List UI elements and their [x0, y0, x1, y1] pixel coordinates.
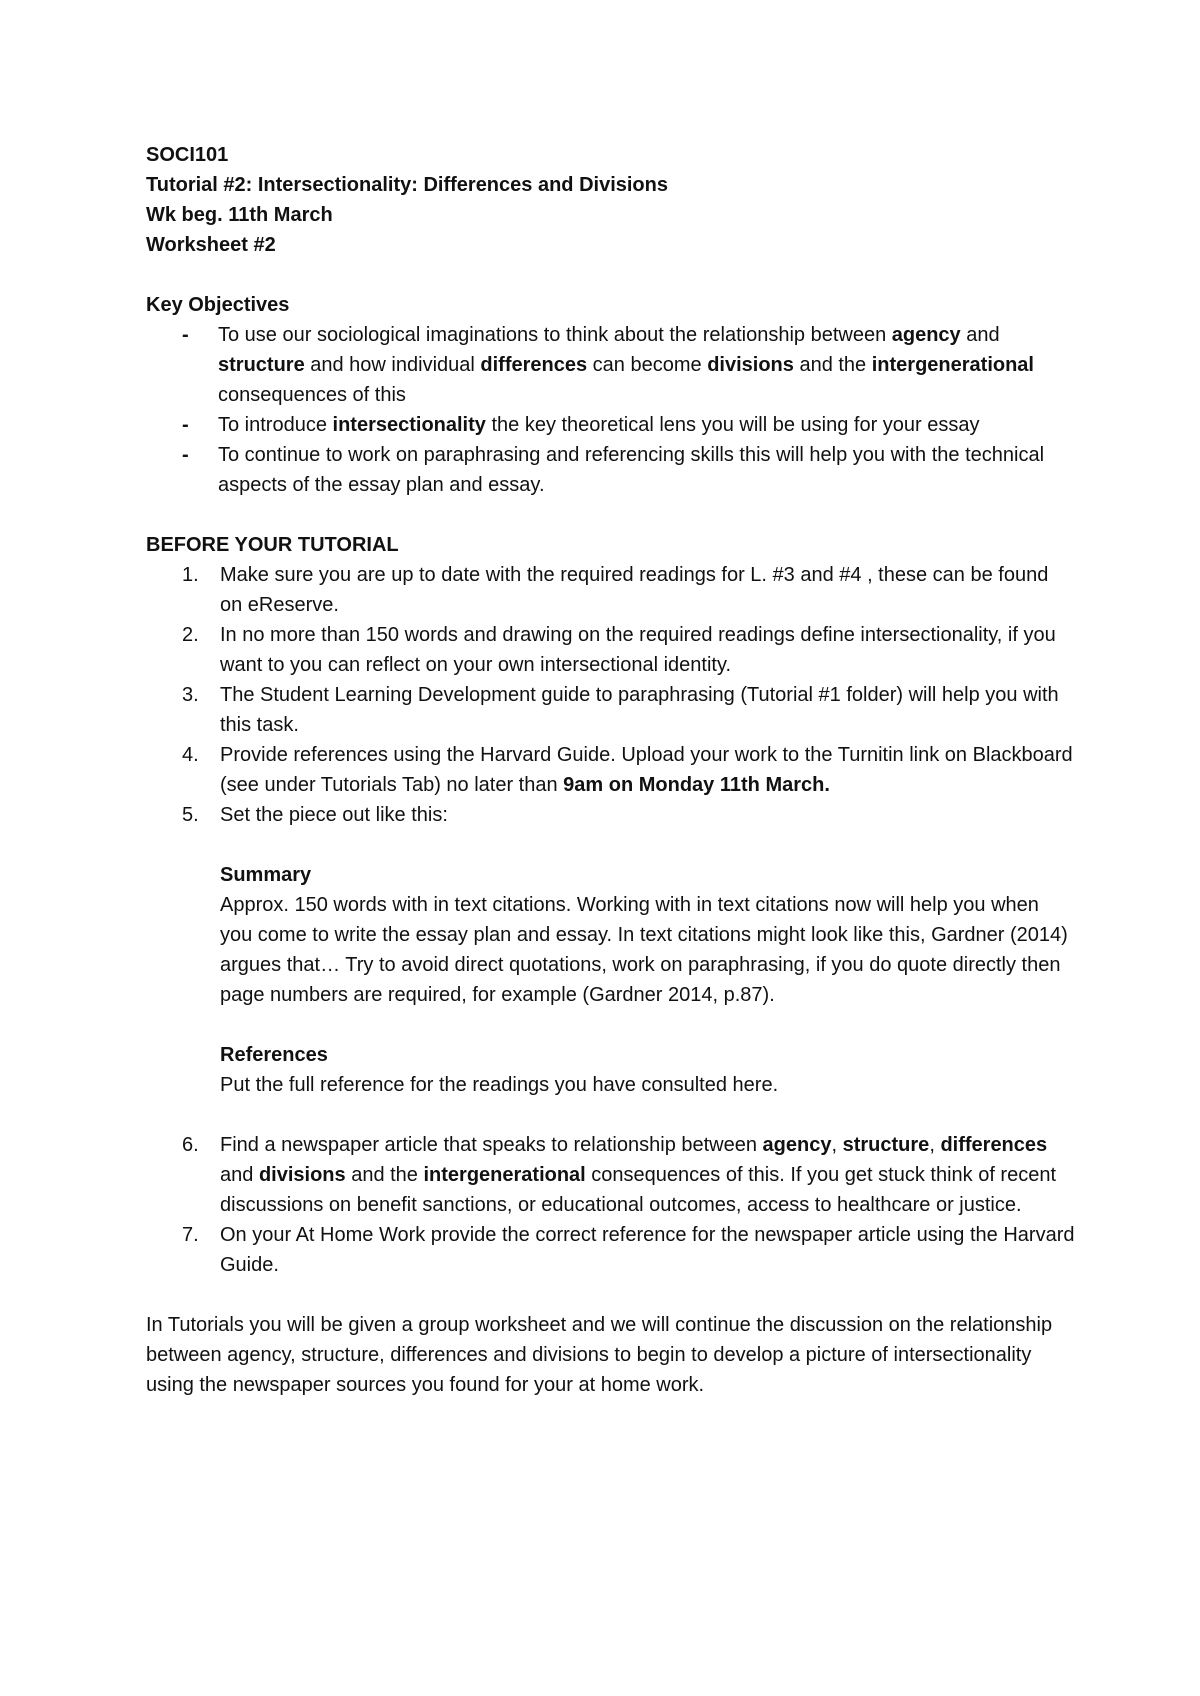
objective-item: - To continue to work on paraphrasing and referencing skills this will help you with the technical aspects of the essay plan and essay.: [146, 440, 1076, 500]
task-item: 3. The Student Learning Development guide to paraphrasing (Tutorial #1 folder) will help you with this task.: [182, 684, 1059, 736]
summary-text: Approx. 150 words with in text citations. Working with in text citations now will help you when you come to write the essay plan and essay. In text citations might look like this, Gardner (2014) argues that… Try to avoid direct quotations, work on paraphrasing, if you do quote directly then page numbers are required, for example (Gardner 2014, p.87).: [220, 894, 1068, 1006]
week-line: Wk beg. 11th March: [146, 204, 333, 226]
before-tutorial-list: [146, 560, 1076, 830]
before-tutorial-heading: BEFORE YOUR TUTORIAL: [146, 534, 399, 556]
task-item: 4. Provide references using the Harvard Guide. Upload your work to the Turnitin link on Blackboard (see under Tutorials Tab) no later than 9am on Monday 11th March.: [182, 744, 1073, 796]
closing-paragraph: In Tutorials you will be given a group worksheet and we will continue the discussion on the relationship between agency, structure, differences and divisions to begin to develop a picture of intersectionality using the newspaper sources you found for your at home work.: [146, 1314, 1053, 1396]
objective-item: - To use our sociological imaginations to think about the relationship between agency and structure and how individual differences can become divisions and the intergenerational consequences of this: [146, 320, 1076, 410]
objectives-list: [146, 320, 1076, 500]
task-item: 1. Make sure you are up to date with the required readings for L. #3 and #4 , these can be found on eReserve.: [182, 564, 1049, 616]
key-objectives-heading: Key Objectives: [146, 294, 290, 316]
worksheet-number: Worksheet #2: [146, 234, 276, 256]
document-body: [146, 140, 1076, 1400]
references-text: Put the full reference for the readings you have consulted here.: [220, 1074, 779, 1096]
task-item: 6. Find a newspaper article that speaks to relationship between agency, structure, differences and divisions and the intergenerational consequences of this. If you get stuck think of recent discussions on benefit sanctions, or educational outcomes, access to healthcare or justice.: [182, 1134, 1057, 1216]
before-tutorial-list-continued: [146, 1130, 1076, 1280]
course-code: SOCI101: [146, 144, 229, 166]
references-block: [146, 1040, 1076, 1100]
references-heading: References: [220, 1044, 328, 1066]
deadline: 9am on Monday 11th March.: [563, 774, 830, 796]
task-item: 2. In no more than 150 words and drawing on the required readings define intersectionality, if you want to you can reflect on your own intersectional identity.: [182, 624, 1056, 676]
task-item: 7. On your At Home Work provide the correct reference for the newspaper article using the Harvard Guide.: [182, 1224, 1075, 1276]
summary-heading: Summary: [220, 864, 312, 886]
task-item: 5. Set the piece out like this:: [182, 804, 448, 826]
objective-item: - To introduce intersectionality the key theoretical lens you will be using for your essay: [146, 410, 1076, 440]
summary-block: [146, 860, 1076, 1010]
tutorial-title: Tutorial #2: Intersectionality: Differences and Divisions: [146, 174, 668, 196]
